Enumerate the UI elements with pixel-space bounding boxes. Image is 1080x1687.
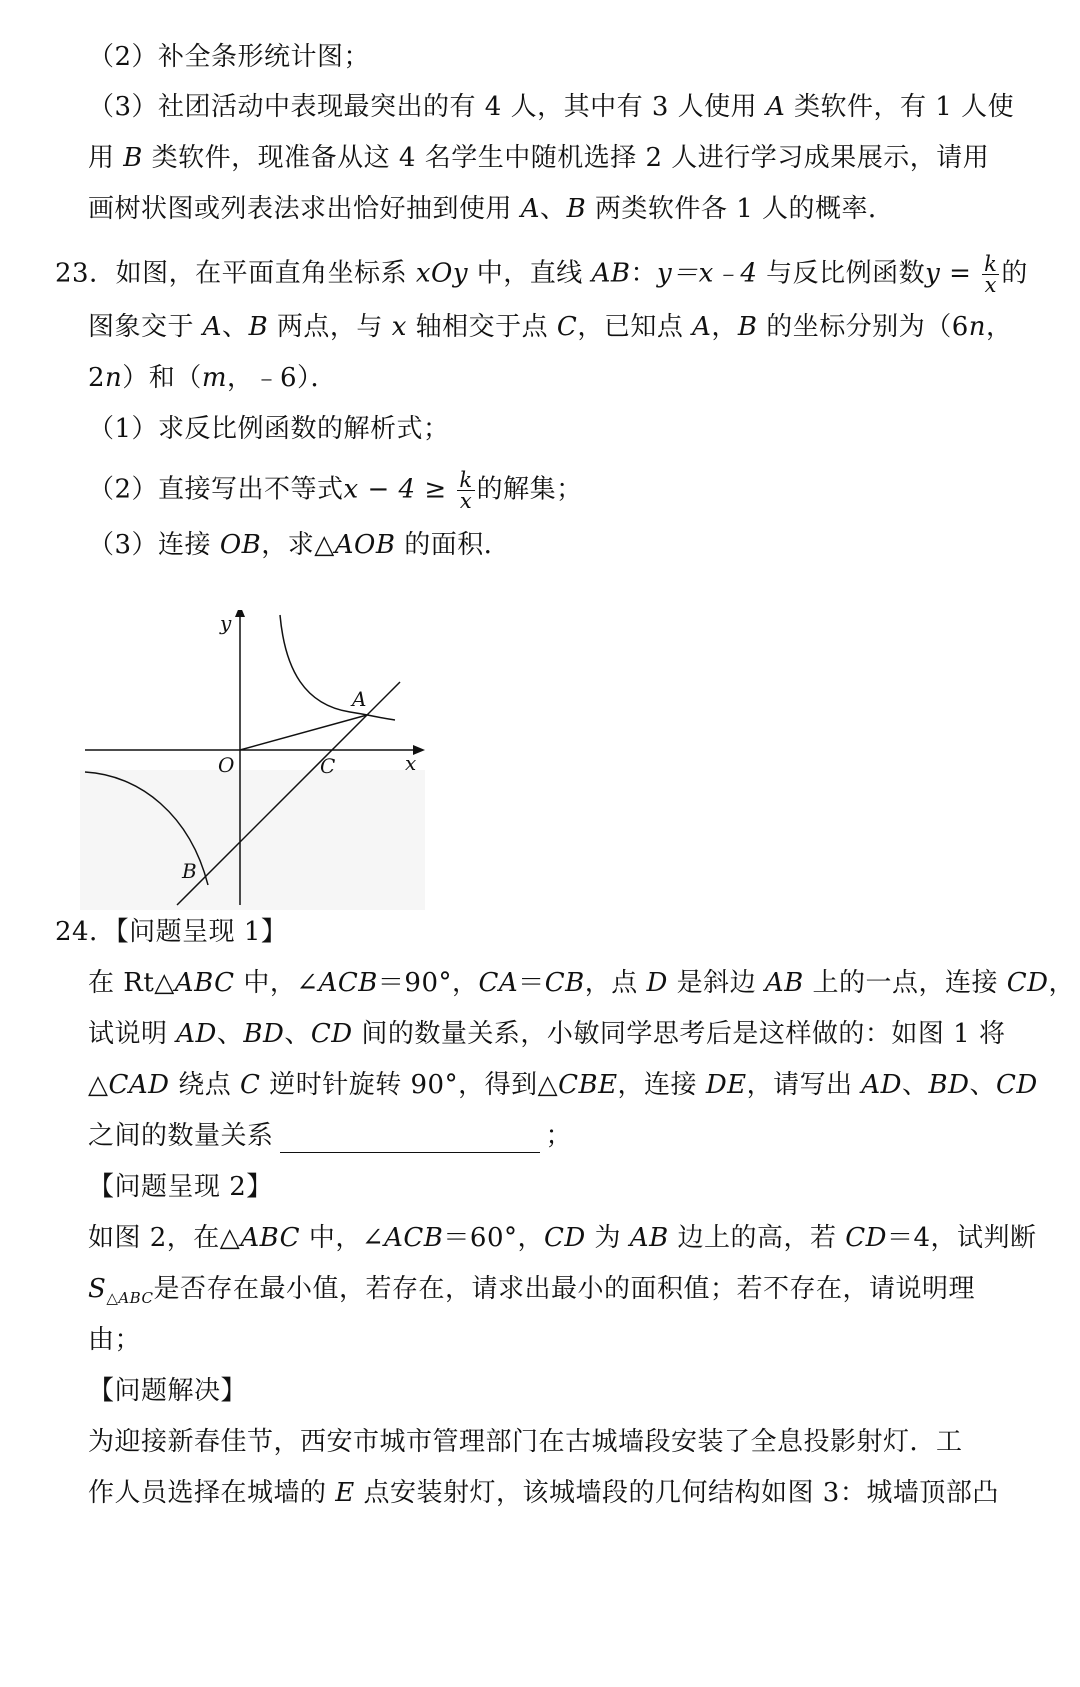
q23-sub1: （1）求反比例函数的解析式； [88,414,450,444]
label-y: y [220,611,232,635]
q23-sub3: （3）连接 OB，求△AOB 的面积． [88,530,511,560]
q24-p2-line3: 由； [88,1325,142,1355]
q24-p3-line1: 为迎接新春佳节，西安市城市管理部门在古城墙段安装了全息投影射灯．工 [88,1427,963,1457]
label-x: x [405,751,417,775]
q24-p1-line1: 在 Rt△ABC 中，∠ACB＝90°，CA＝CB，点 D 是斜边 AB 上的一点，连接 CD， [88,968,1076,998]
label-C: C [320,754,336,778]
q23-line1: 23．如图，在平面直角坐标系 xOy 中，直线 AB：y＝x﹣4 与反比例函数y = $\frac{k}{x}$ 的 [55,252,1028,297]
question-number: 24． [55,917,116,947]
fraction-k-over-x: $\frac{k}{x}$ [459,468,473,513]
q22-part2: （2）补全条形统计图； [88,42,371,72]
q24-p1-line2: 试说明 AD、BD、CD 间的数量关系，小敏同学思考后是这样做的：如图 1 将 [88,1019,1006,1049]
q22-part3-line3: 画树状图或列表法求出恰好抽到使用 A、B 两类软件各 1 人的概率． [88,194,895,224]
fraction-k-over-x: $\frac{k}{x}$ [984,252,998,297]
answer-blank[interactable] [280,1126,540,1153]
label-B: B [182,859,197,883]
q24-heading2: 【问题呈现 2】 [88,1172,273,1202]
y-axis-arrow-icon [235,610,245,617]
label-A: A [352,687,367,711]
q24-p1-line4: 之间的数量关系 ； [88,1121,573,1151]
q24-heading3: 【问题解决】 [88,1376,248,1406]
q23-line3: 2n）和（m，﹣6）． [88,363,338,393]
q24-p2-line1: 如图 2，在△ABC 中，∠ACB＝60°，CD 为 AB 边上的高，若 CD＝4，试判断 [88,1223,1037,1253]
q24-p1-line3: △CAD 绕点 C 逆时针旋转 90°，得到△CBE，连接 DE，请写出 AD、BD、CD [88,1070,1038,1100]
q22-part3-line2: 用 B 类软件，现准备从这 4 名学生中随机选择 2 人进行学习成果展示，请用 [88,143,990,173]
q24-p2-line2: $S_{\triangle ABC}$是否存在最小值，若存在，请求出最小的面积值；若不存在，请说明理 [88,1274,975,1307]
figure-shaded-region [80,770,425,910]
q23-sub2: （2）直接写出不等式x − 4 ≥ $\frac{k}{x}$ 的解集； [88,468,583,513]
question-number: 23． [55,258,116,289]
q24-heading1: 24．【问题呈现 1】 [55,917,288,947]
q22-part3-line1: （3）社团活动中表现最突出的有 4 人，其中有 3 人使用 A 类软件，有 1 人使 [88,92,1015,122]
q24-p3-line2: 作人员选择在城墙的 E 点安装射灯，该城墙段的几何结构如图 3：城墙顶部凸 [88,1478,999,1508]
segment-OA [240,715,367,750]
q23-line2: 图象交于 A、B 两点，与 x 轴相交于点 C，已知点 A，B 的坐标分别为（6n， [88,312,1013,342]
coordinate-figure [80,610,440,910]
label-O: O [218,753,235,777]
